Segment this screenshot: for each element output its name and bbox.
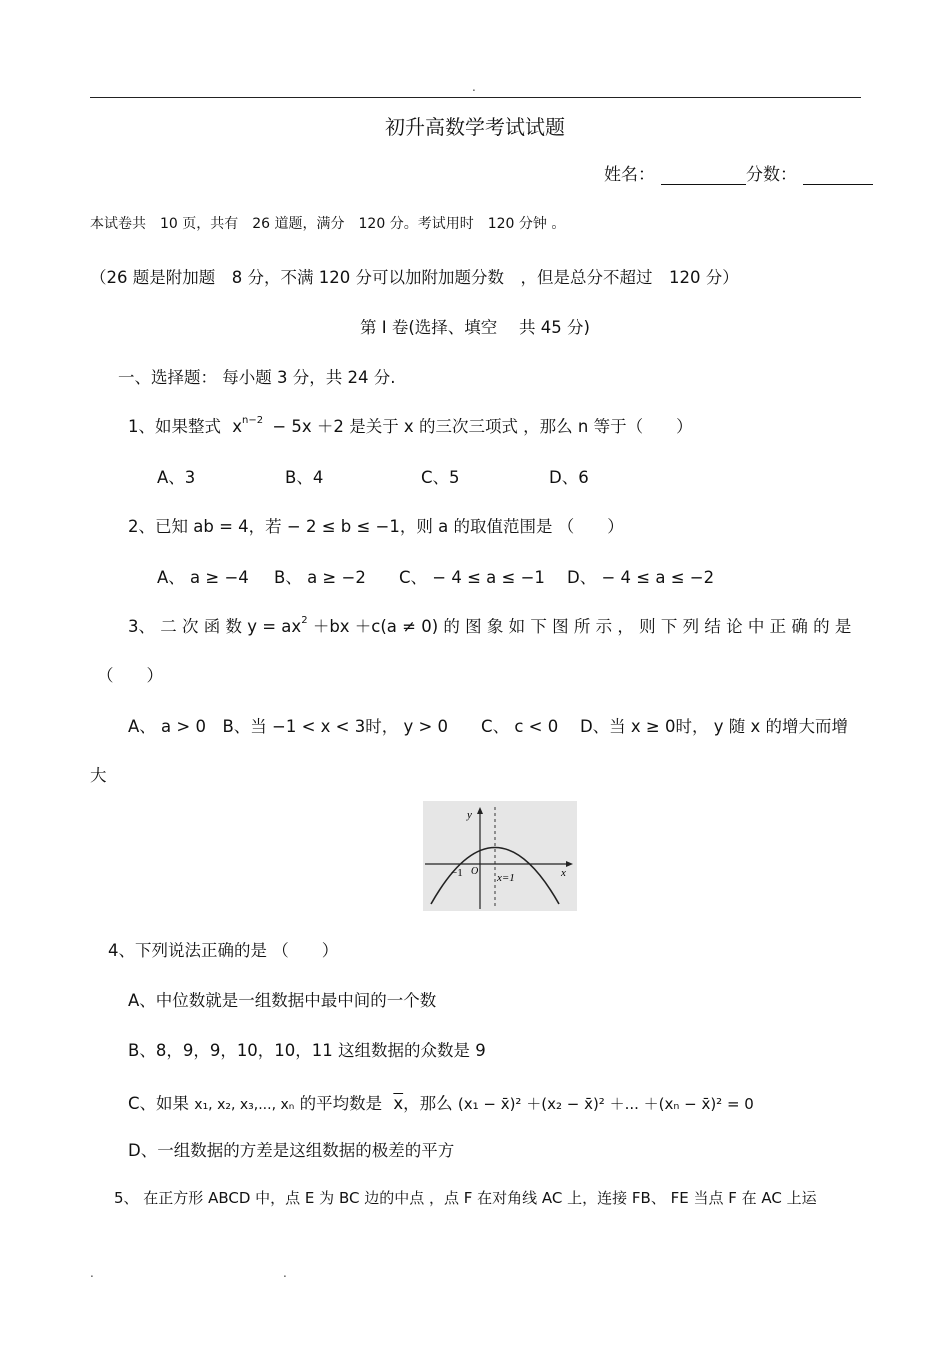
q2-option-a: A、 a ≥ −4: [157, 568, 249, 587]
q4-c-prefix: C、如果: [128, 1094, 190, 1113]
question-4: 4、下列说法正确的是 （ ）: [108, 941, 339, 960]
graph-origin-label: O: [471, 866, 479, 877]
q4-option-b: B、8，9，9，10，10，11 这组数据的众数是 9: [128, 1041, 486, 1060]
q1-option-b: B、4: [285, 468, 324, 487]
q1-options: [157, 464, 589, 488]
q2-option-c: C、 − 4 ≤ a ≤ −1: [399, 568, 545, 587]
q1-option-c: C、5: [421, 468, 460, 487]
footer-dot-left: .: [90, 1266, 94, 1280]
score-blank: [803, 164, 873, 185]
name-label: 姓名：: [604, 165, 655, 185]
footer-dot-right: .: [283, 1266, 287, 1280]
header-rule: [90, 97, 861, 98]
q1-option-d: D、6: [549, 468, 589, 487]
q3-square: 2: [301, 615, 308, 626]
q4-c-formula: (x₁ − x̄)² ＋(x₂ − x̄)² ＋... ＋(xₙ − x̄)² = 0: [457, 1095, 754, 1113]
question-5: 5、 在正方形 ABCD 中，点 E 为 BC 边的中点 ，点 F 在对角线 AC 上，连接 FB、 FE 当点 F 在 AC 上运: [114, 1189, 817, 1207]
q1-expression: − 5x ＋2: [272, 417, 344, 436]
intro-text: 本试卷共 10 页，共有 26 道题，满分 120 分。考试用时 120 分钟 。: [90, 216, 566, 232]
q4-c-mid: 的平均数是: [299, 1094, 383, 1113]
q4-c-then: ，那么: [403, 1094, 453, 1113]
page-title: 初升高数学考试试题: [385, 115, 565, 139]
q3-mid: ＋bx ＋c(a ≠ 0): [312, 617, 439, 636]
q4-option-c: [128, 1090, 754, 1114]
graph-x1-label: x=1: [497, 872, 515, 884]
name-blank: [661, 164, 746, 185]
parabola-svg: [423, 801, 577, 911]
q2-options: [157, 564, 714, 588]
graph-y-label: y: [467, 809, 472, 821]
question-1: [128, 413, 693, 437]
q3-suffix: 的 图 象 如 下 图 所 示 ， 则 下 列 结 论 中 正 确 的 是: [438, 617, 852, 636]
q4-option-a: A、中位数就是一组数据中最中间的一个数: [128, 991, 437, 1010]
question-3: [128, 613, 851, 637]
section-title: 第 I 卷(选择、填空 共 45 分): [360, 318, 590, 337]
q1-exponent: n−2: [242, 415, 264, 426]
q1-suffix: 是关于 x 的三次三项式 ，那么 n 等于（ ）: [349, 417, 693, 436]
q4-c-vars: x₁, x₂, x₃,..., xₙ: [194, 1097, 295, 1113]
q1-x: x: [232, 417, 243, 436]
y-axis-arrow: [477, 807, 483, 814]
part1-heading: 一、选择题： 每小题 3 分，共 24 分.: [118, 368, 396, 387]
q4-c-xbar: $\overline{x}$: [393, 1094, 404, 1113]
question-2: 2、已知 ab = 4，若 − 2 ≤ b ≤ −1，则 a 的取值范围是 （ ）: [128, 517, 624, 536]
graph-x-label: x: [561, 867, 566, 879]
q2-option-b: B、 a ≥ −2: [274, 568, 366, 587]
q3-options: A、 a > 0 B、当 −1 < x < 3时， y > 0 C、 c < 0 D、当 x ≥ 0时， y 随 x 的增大而增: [128, 717, 848, 736]
header-dot: .: [472, 80, 476, 94]
q1-prefix: 1、如果整式: [128, 417, 221, 436]
graph-neg1-label: −1: [451, 867, 463, 879]
q3-paren: （ ）: [97, 666, 163, 685]
q2-option-d: D、 − 4 ≤ a ≤ −2: [567, 568, 715, 587]
bonus-note: （26 题是附加题 8 分，不满 120 分可以加附加题分数 ，但是总分不超过 120 分）: [90, 268, 739, 287]
q3-options-cont: 大: [90, 766, 107, 785]
q1-option-a: A、3: [157, 468, 196, 487]
q4-option-d: D、一组数据的方差是这组数据的极差的平方: [128, 1141, 455, 1160]
x-axis-arrow: [566, 861, 573, 867]
name-score-row: [604, 160, 873, 185]
q3-prefix: 3、 二 次 函 数 y = ax: [128, 617, 302, 636]
score-label: 分数：: [746, 165, 797, 185]
parabola-graph: [423, 801, 577, 911]
